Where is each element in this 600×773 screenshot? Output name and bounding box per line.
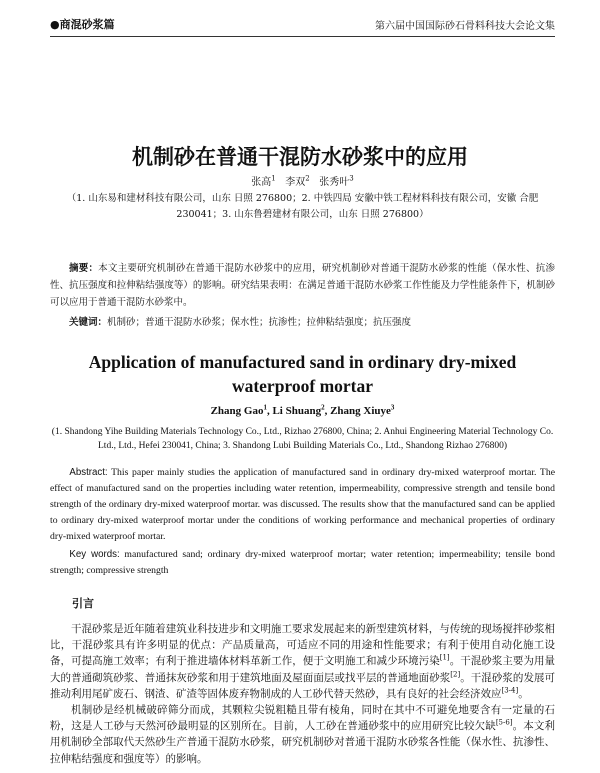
english-affiliations: (1. Shandong Yihe Building Materials Technology Co., Ltd., Rizhao 276800, China; 2. Anhui Engineering Material Technology Co. Ltd., Ltd., Hefei 230041, China; 3. Shandong Lubi Building Materials Co., Ltd., Shandong Rizhao 276800) (51, 427, 554, 451)
text: 干混砂浆是近年随着建筑业科技进步和文明施工要求发展起来的新型建筑材料，与传统的现场搅拌砂浆相比，干混砂浆具有许多明显的优点：产品质量高，可适应不同的用途和性能要求；有利于使用自动化施工设备，可提高施工效率；有利于推进墙体材料革新工作，便于文明施工和减少环境污染 (50, 623, 555, 668)
abstract-text: 本文主要研究机制砂在普通干混防水砂浆中的应用，研究机制砂对普通干混防水砂浆的性能（保水性、抗渗性、抗压强度和拉伸粘结强度等）的影响。研究结果表明：在满足普通干混防水砂浆工作性能及力学性能条件下，机制砂可以应用于普通干混防水砂浆中。 (50, 263, 555, 308)
header-rule (50, 36, 555, 37)
text: 。干混砂浆主要为用量大的普通砌筑砂浆、普通抹灰砂浆和用于建筑地面及屋面面层或找平层的普通地面砂浆 (50, 655, 556, 684)
citation: [5-6] (495, 718, 513, 727)
text: 。干混砂浆的发展可推动利用尾矿废石、钢渣、矿渣等固体废弃物制成的人工砂代替天然砂，具有良好的社会经济效应 (50, 671, 556, 700)
keywords-label: Key words: (69, 549, 120, 560)
author: 张秀叶 (319, 177, 350, 188)
intro-paragraph-1 (50, 621, 555, 702)
english-authors: Zhang Gao$^1$, Li Shuang$^2$, Zhang Xiuye$^3$ (210, 403, 395, 417)
author: 李双 (285, 177, 306, 188)
citation: [3-4] (501, 686, 519, 695)
citation: [1] (439, 653, 450, 662)
author-sup: 1 (263, 403, 267, 412)
english-title: Application of manufactured sand in ordinary dry-mixed waterproof mortar (88, 352, 517, 396)
author-sup: 2 (321, 403, 325, 412)
citation: [2] (450, 670, 461, 679)
running-header-section: ●商混砂浆篇 (50, 18, 115, 31)
author-sup: 3 (390, 403, 395, 412)
chinese-affiliations: （1. 山东易和建材科技有限公司，山东 日照 276800；2. 中铁四局 安徽中铁工程材料科技有限公司，安徽 合肥 230041；3. 山东鲁碧建材有限公司，山东 日照 276800） (66, 193, 539, 220)
author: Zhang Gao (210, 405, 264, 417)
text: 。本文利用机制砂全部取代天然砂生产普通干混防水砂浆，研究机制砂对普通干混防水砂浆各性能（保水性、抗渗性、拉伸粘结强度和强度等）的影响。 (50, 720, 556, 765)
abstract-label: 摘要： (69, 263, 99, 274)
author: 张高 (251, 177, 272, 188)
english-abstract (50, 465, 555, 545)
keywords-label: 关键词： (69, 317, 108, 328)
introduction-body (50, 621, 555, 767)
text: 。 (518, 687, 529, 700)
abstract-text: This paper mainly studies the application of manufactured sand in ordinary dry-mixed waterproof mortar. The effect of manufactured sand on the properties including water retention, impermeability, compressive strength and tensile bond strength of the ordinary dry-mixed waterproof mortar. was discussed. The results show that the manufactured sand can be applied to ordinary dry-mixed waterproof mortar under the conditions of working performance and mechanical properties of ordinary dry-mixed waterproof mortar. (50, 467, 555, 542)
abstract-label: Abstract: (69, 467, 108, 478)
text: 机制砂是经机械破碎筛分而成，其颗粒尖锐粗糙且带有棱角，同时在其中不可避免地要含有一定量的石粉，这是人工砂与天然河砂最明显的区别所在。目前，人工砂在普通砂浆中的应用研究比较欠缺 (50, 704, 555, 733)
running-header-proceedings: 第六届中国国际砂石骨料科技大会论文集 (375, 20, 555, 32)
chinese-keywords (50, 314, 555, 331)
keywords-text: 机制砂；普通干混防水砂浆；保水性；抗渗性；拉伸粘结强度；抗压强度 (107, 317, 412, 328)
chinese-authors (50, 176, 555, 190)
chinese-abstract (50, 260, 555, 311)
running-header (50, 12, 555, 36)
author-sup: 3 (349, 174, 354, 183)
author: Zhang Xiuye (330, 405, 391, 417)
keywords-text: manufactured sand; ordinary dry-mixed waterproof mortar; water retention; impermeability; tensile bond strength; compressive strength (50, 549, 556, 576)
intro-paragraph-2 (50, 702, 555, 767)
author: Li Shuang (272, 405, 322, 417)
section-heading-introduction: 引言 (72, 597, 94, 610)
author-sup: 1 (271, 174, 276, 183)
author-sup: 2 (305, 174, 310, 183)
english-keywords (50, 547, 555, 579)
chinese-title: 机制砂在普通干混防水砂浆中的应用 (132, 145, 468, 169)
